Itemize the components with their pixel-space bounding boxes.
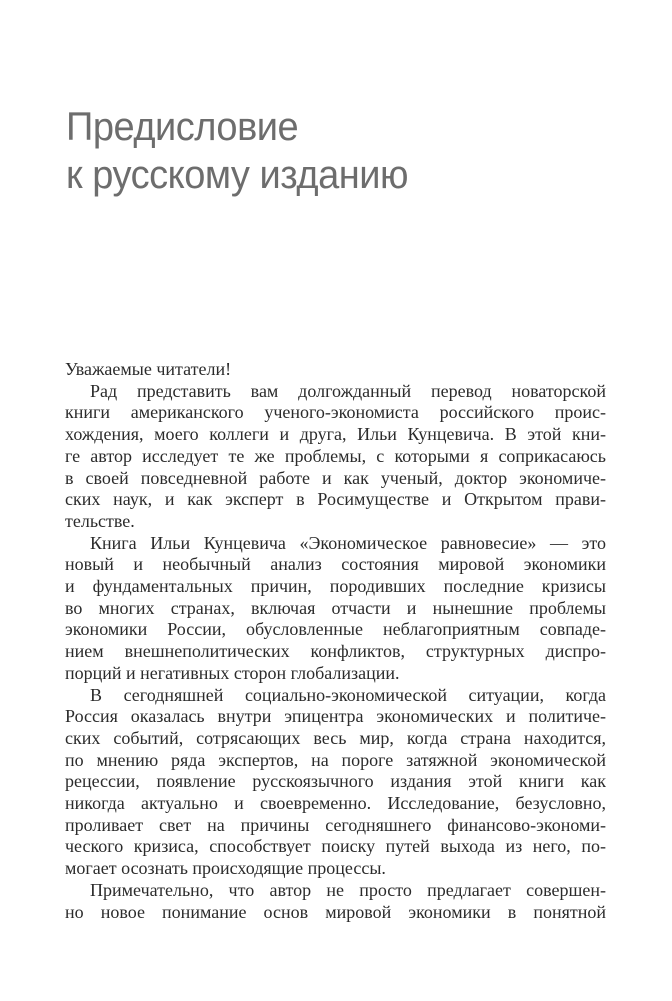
text-line: но новое понимание основ мировой экономики в понятной bbox=[65, 901, 606, 922]
text-line: ческого кризиса, способствует поиску путей выхода из него, по- bbox=[65, 836, 606, 857]
page-title-line: Предисловие bbox=[66, 105, 299, 149]
text-line: ге автор исследует те же проблемы, с которыми я соприкасаюсь bbox=[65, 445, 606, 466]
text-line: порций и негативных сторон глобализации. bbox=[65, 662, 400, 683]
page-title-line: к русскому изданию bbox=[66, 153, 409, 197]
text-line: Россия оказалась внутри эпицентра экономических и политиче- bbox=[65, 706, 606, 727]
text-line: в своей повседневной работе и как ученый, доктор экономиче- bbox=[65, 467, 606, 488]
text-line: проливает свет на причины сегодняшнего финансово-экономи- bbox=[65, 814, 606, 835]
text-line: во многих странах, включая отчасти и нынешние проблемы bbox=[65, 597, 606, 618]
text-line: хождения, моего коллеги и друга, Ильи Кунцевича. В этой кни- bbox=[65, 424, 606, 445]
text-line: ских событий, сотрясающих весь мир, когда страна находится, bbox=[65, 727, 606, 748]
text-line: Книга Ильи Кунцевича «Экономическое равновесие» — это bbox=[90, 532, 606, 553]
text-line: Примечательно, что автор не просто предлагает совершен- bbox=[90, 879, 606, 900]
text-line: нием внешнеполитических конфликтов, структурных диспро- bbox=[65, 641, 606, 662]
text-line: ских наук, и как эксперт в Росимуществе и Открытом прави- bbox=[65, 489, 606, 510]
text-line: никогда актуально и своевременно. Исследование, безусловно, bbox=[65, 793, 606, 814]
text-line: и фундаментальных причин, породивших последние кризисы bbox=[65, 576, 606, 597]
text-line: по мнению ряда экспертов, на пороге затяжной экономической bbox=[65, 749, 606, 770]
text-line: могает осознать происходящие процессы. bbox=[65, 858, 386, 879]
body-text bbox=[65, 359, 606, 923]
text-line: тельстве. bbox=[65, 510, 135, 531]
text-line: экономики России, обусловленные неблагоприятным совпаде- bbox=[65, 619, 606, 640]
text-line: рецессии, появление русскоязычного издания этой книги как bbox=[65, 771, 606, 792]
page-title bbox=[66, 103, 408, 199]
text-line: В сегодняшней социально-экономической ситуации, когда bbox=[90, 684, 606, 705]
text-line: книги американского ученого-экономиста российского проис- bbox=[65, 402, 606, 423]
text-line: Уважаемые читатели! bbox=[65, 359, 232, 379]
text-line: Рад представить вам долгожданный перевод новаторской bbox=[90, 380, 606, 401]
text-line: новый и необычный анализ состояния мировой экономики bbox=[65, 554, 606, 575]
